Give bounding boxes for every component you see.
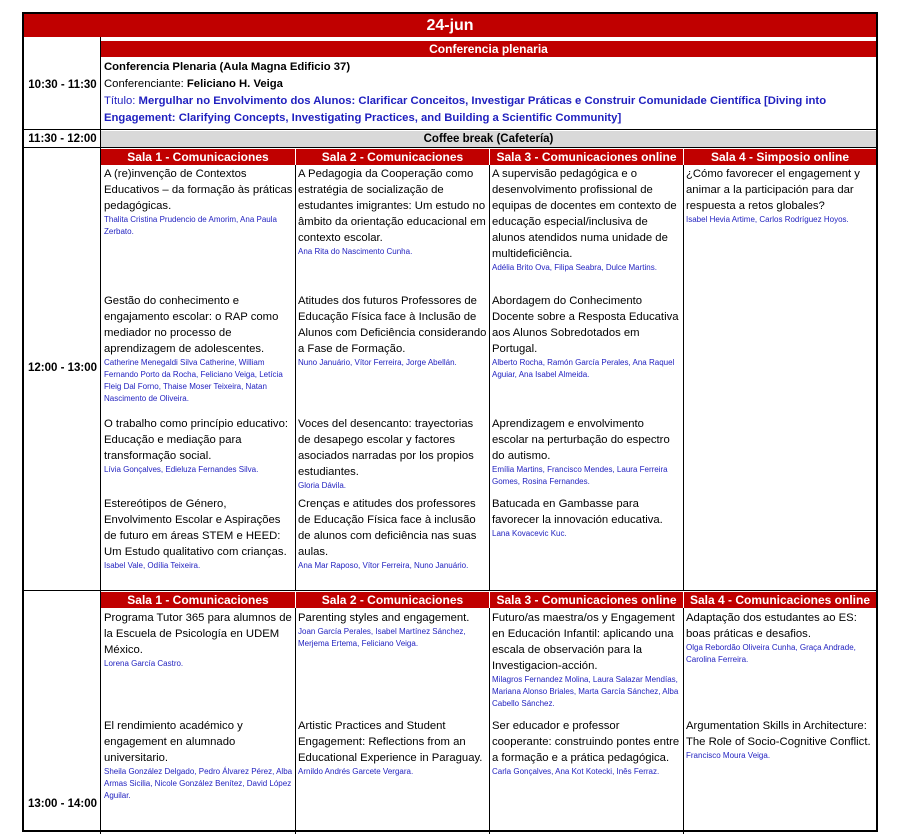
grid-line [683, 608, 684, 834]
session-title: Programa Tutor 365 para alumnos de la Escuela de Psicología en UDEM México. [104, 612, 292, 656]
plenary-speaker-line [104, 76, 872, 93]
session-item [490, 610, 684, 710]
plenary-time: 10:30 - 11:30 [28, 79, 97, 91]
grid-line [295, 608, 296, 834]
session-title: O trabalho como princípio educativo: Educação e mediação para transformação social. [104, 418, 288, 462]
session-item [296, 166, 490, 258]
session-authors: Joan García Perales, Isabel Martínez Sánchez, Merjema Ertema, Feliciano Veiga. [298, 627, 466, 648]
coffee-label: Coffee break (Cafetería) [101, 131, 876, 147]
session-item [296, 718, 490, 778]
block2-header-sala2: Sala 2 - Comunicaciones [296, 592, 489, 608]
plenary-line1: Conferencia Plenaria (Aula Magna Edificio 37) [104, 61, 351, 73]
block2-header-sala4: Sala 4 - Comunicaciones online [684, 592, 876, 608]
divider [24, 147, 876, 148]
session-item [490, 416, 684, 488]
session-authors: Lana Kovacevic Kuc. [492, 529, 567, 538]
coffee-time: 11:30 - 12:00 [28, 133, 97, 145]
session-item [490, 718, 684, 778]
plenary-content [104, 59, 872, 127]
session-title: Aprendizagem e envolvimento escolar na perturbação do espectro do autismo. [492, 418, 670, 462]
session-authors: Francisco Moura Veiga. [686, 751, 771, 760]
session-item [684, 718, 876, 762]
session-authors: Olga Rebordão Oliveira Cunha, Graça Andrade, Carolina Ferreira. [686, 643, 856, 664]
block2-time: 13:00 - 14:00 [27, 798, 98, 810]
session-title: Futuro/as maestra/os y Engagement en Educación Infantil: aplicando una escala de observación para la Investigacion-acción. [492, 612, 675, 672]
session-authors: Sheila González Delgado, Pedro Álvarez Pérez, Alba Armas Sicilia, Nicole González Benítez, David López Aguilar. [104, 767, 293, 800]
plenary-title-line [104, 93, 872, 127]
session-authors: Lívia Gonçalves, Edieluza Fernandes Silva. [104, 465, 259, 474]
session-title: Artistic Practices and Student Engagement: Reflections from an Educational Experience in Paraguay. [298, 720, 483, 764]
grid-line [489, 165, 490, 590]
session-title: Voces del desencanto: trayectorias de desapego escolar y factores asociados narradas por los propios estudiantes. [298, 418, 474, 478]
session-title: Adaptação dos estudantes ao ES: boas práticas e desafios. [686, 612, 857, 640]
session-title: El rendimiento académico y engagement en alumnado universitario. [104, 720, 243, 764]
schedule-table [22, 12, 878, 832]
grid-line [295, 165, 296, 590]
plenary-header: Conferencia plenaria [101, 41, 876, 57]
session-title: A (re)invenção de Contextos Educativos – da formação às práticas pedagógicas. [104, 168, 293, 212]
session-item [102, 496, 296, 572]
session-authors: Lorena García Castro. [104, 659, 184, 668]
session-title: Batucada en Gambasse para favorecer la innovación educativa. [492, 498, 663, 526]
block1-header-sala1: Sala 1 - Comunicaciones [101, 149, 295, 165]
session-authors: Carla Gonçalves, Ana Kot Kotecki, Inês Ferraz. [492, 767, 660, 776]
session-authors: Alberto Rocha, Ramón García Perales, Ana Raquel Aguiar, Ana Isabel Almeida. [492, 358, 675, 379]
session-authors: Milagros Fernandez Molina, Laura Salazar Mendías, Mariana Alonso Briales, Marta García Sánchez, Alba Cabello Sánchez. [492, 675, 679, 708]
session-title: Parenting styles and engagement. [298, 612, 470, 624]
session-authors: Emília Martins, Francisco Mendes, Laura Ferreira Gomes, Rosina Fernandes. [492, 465, 668, 486]
divider [24, 129, 876, 130]
session-item [296, 496, 490, 572]
session-authors: Ana Rita do Nascimento Cunha. [298, 247, 413, 256]
session-title: Ser educador e professor cooperante: construindo pontes entre a formação e a prática pedagógica. [492, 720, 680, 764]
block2-header-sala3: Sala 3 - Comunicaciones online [490, 592, 683, 608]
session-authors: Arnildo Andrés Garcete Vergara. [298, 767, 414, 776]
session-title: Estereótipos de Género, Envolvimento Escolar e Aspirações de futuro em áreas STEM e HEED: Um Estudo qualitativo com crianças. [104, 498, 287, 558]
session-authors: Ana Mar Raposo, Vítor Ferreira, Nuno Januário. [298, 561, 469, 570]
session-item [102, 718, 296, 802]
session-item [490, 496, 684, 540]
title-label: Título: [104, 95, 136, 107]
block1-header-sala3: Sala 3 - Comunicaciones online [490, 149, 683, 165]
session-title: Argumentation Skills in Architecture: The Role of Socio-Cognitive Conflict. [686, 720, 871, 748]
session-title: Atitudes dos futuros Professores de Educação Física face à Inclusão de Alunos com Deficiência considerando a Fase de Formação. [298, 295, 487, 355]
session-item [102, 293, 296, 405]
speaker-label: Conferenciante: [104, 78, 184, 90]
session-item [296, 610, 490, 650]
session-item [102, 416, 296, 476]
speaker-name: Feliciano H. Veiga [186, 78, 283, 90]
session-item [490, 166, 684, 274]
session-title: Crenças e atitudes dos professores de Educação Física face à inclusão de alunos com deficiência nas suas aulas. [298, 498, 477, 558]
session-authors: Catherine Menegaldi Silva Catherine, William Fernando Porto da Rocha, Feliciano Veiga, Letícia Fleig Dal Forno, Thaise Moser Teixeira, Natan Nascimento de Oliveira. [104, 358, 283, 403]
divider [24, 590, 876, 591]
session-title: A supervisão pedagógica e o desenvolvimento profissional de equipas de docentes em contexto de educação especial/inclusiva de alunos atendidos numa unidade de multideficiência. [492, 168, 677, 260]
session-item [102, 610, 296, 670]
session-authors: Isabel Vale, Odília Teixeira. [104, 561, 201, 570]
session-title: A Pedagogia da Cooperação como estratégia de socialização de estudantes imigrantes: Um estudo no âmbito da orientação educacional em contexto escolar. [298, 168, 486, 244]
block1-time: 12:00 - 13:00 [27, 362, 98, 374]
session-title: Abordagem do Conhecimento Docente sobre a Resposta Educativa aos Alunos Sobredotados em Portugal. [492, 295, 679, 355]
block2-header-sala1: Sala 1 - Comunicaciones [101, 592, 295, 608]
grid-line [489, 608, 490, 834]
session-authors: Thalita Cristina Prudencio de Amorim, Ana Paula Zerbato. [104, 215, 277, 236]
block1-header-sala2: Sala 2 - Comunicaciones [296, 149, 489, 165]
session-item [296, 293, 490, 369]
session-item [684, 166, 876, 226]
session-title: Gestão do conhecimento e engajamento escolar: o RAP como mediador no processo de aprendizagem de adolescentes. [104, 295, 279, 355]
session-authors: Gloria Dávila. [298, 481, 347, 490]
grid-line [683, 165, 684, 590]
day-header: 24-jun [24, 14, 876, 37]
session-authors: Isabel Hevia Artime, Carlos Rodríguez Hoyos. [686, 215, 849, 224]
session-item [490, 293, 684, 381]
session-item [296, 416, 490, 492]
session-authors: Adélia Brito Ova, Filipa Seabra, Dulce Martins. [492, 263, 657, 272]
session-authors: Nuno Januário, Vítor Ferreira, Jorge Abellán. [298, 358, 457, 367]
session-item [684, 610, 876, 666]
plenary-title: Mergulhar no Envolvimento dos Alunos: Clarificar Conceitos, Investigar Práticas e Construir Comunidade Científica [Diving into Engagement: Clarifying Concepts, Investigating Practices, and Building a Scientific Community] [104, 95, 827, 124]
session-item [102, 166, 296, 238]
grid-line [100, 37, 101, 834]
block1-header-sala4: Sala 4 - Simposio online [684, 149, 876, 165]
session-title: ¿Cómo favorecer el engagement y animar a la participación para dar respuesta a retos globales? [686, 168, 860, 212]
